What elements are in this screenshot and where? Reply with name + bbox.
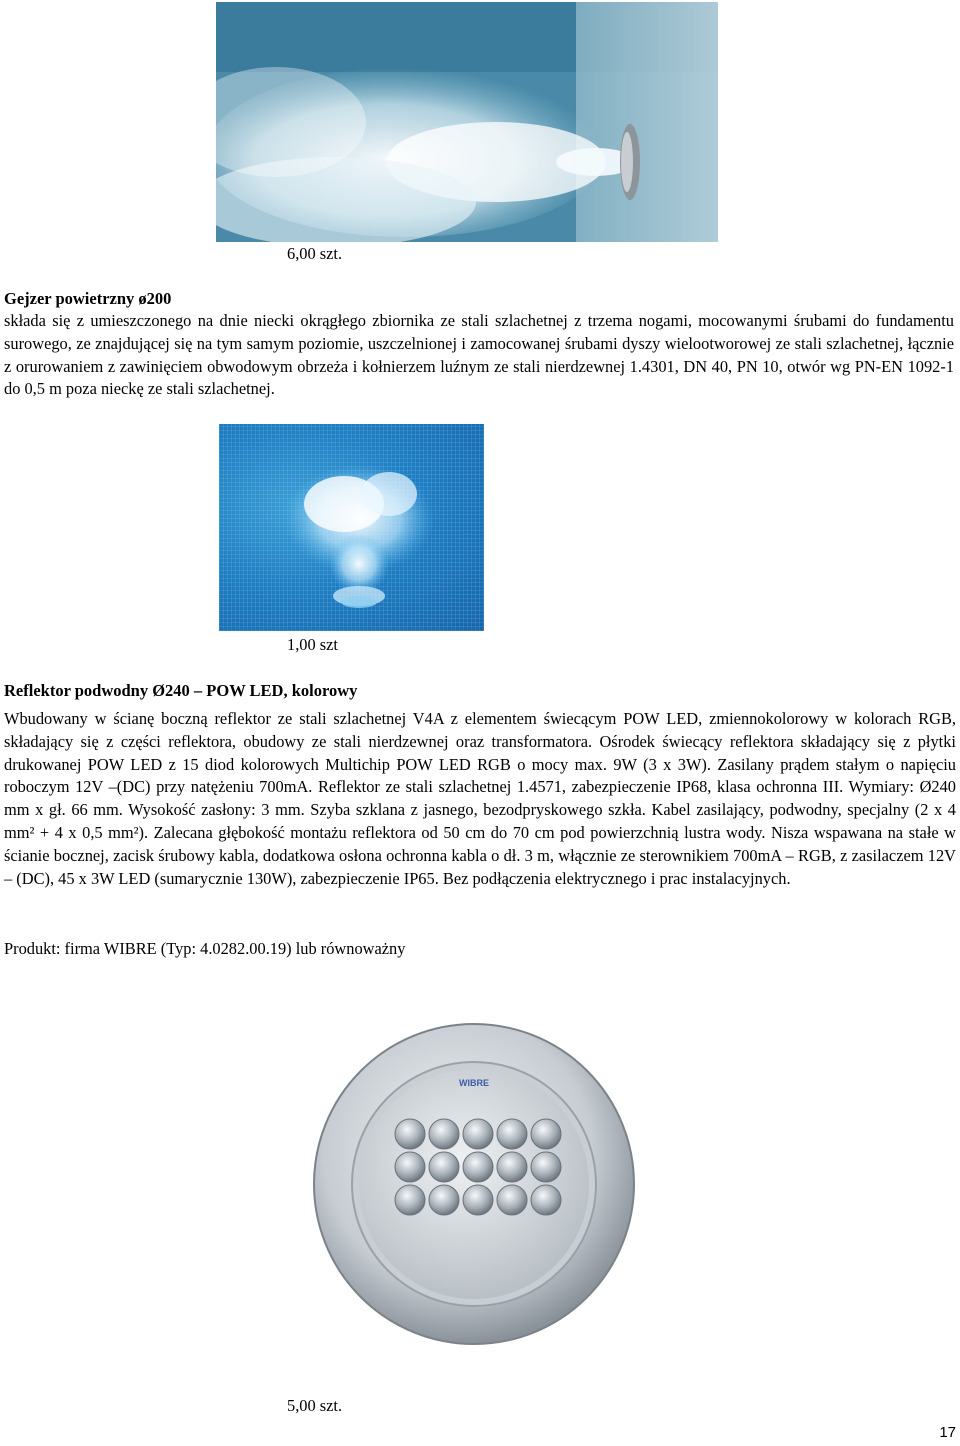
geyser-title: Gejzer powietrzny ø200: [4, 289, 172, 308]
led-lens: [395, 1185, 425, 1215]
led-lens: [395, 1119, 425, 1149]
photo-led-reflector: [312, 1022, 636, 1346]
wibre-logo: WIBRE: [459, 1078, 489, 1088]
geyser-description: składa się z umieszczonego na dnie niecki okrągłego zbiornika ze stali szlachetnej z trzema nogami, mocowanymi śrubami do fundamentu surowego, ze znajdującej się na tym samym poziomie, uszczelnionej i zamocowanej śrubami dyszy wielootworowej ze stali szlachetnej, łącznie z orurowaniem z zawinięciem obwodowym obrzeża i kołnierzem luźnym ze stali nierdzewnej 1.4301, DN 40, PN 10, otwór wg PN-EN 1092-1 do 0,5 m poza nieckę ze stali szlachetnej.: [4, 311, 954, 399]
item2-quantity: 1,00 szt: [287, 635, 338, 654]
reflector-description: Wbudowany w ścianę boczną reflektor ze stali szlachetnej V4A z elementem świecącym POW LED, zmiennokolorowy w kolorach RGB, składający się z części reflektora, obudowy ze stali nierdzewnej oraz transformatora. Ośrodek świecący reflektora składający się z płytki drukowanej POW LED z 15 diod kolorowych Multichip POW LED RGB o mocy max. 9W (3 x 3W). Zasilany prądem stałym o napięciu roboczym 12V –(DC) przy natężeniu 700mA. Reflektor ze stali szlachetnej 1.4571, zabezpieczenie IP68, klasa ochronna III. Wymiary: Ø240 mm x gł. 66 mm. Wysokość zasłony: 3 mm. Szyba szklana z jasnego, bezodpryskowego szkła. Kabel zasilający, podwodny, specjalny (2 x 4 mm² + 4 x 0,5 mm²). Zalecana głębokość montażu reflektora od 50 cm do 70 cm pod powierzchnią lustra wody. Nisza wspawana na stałe w ścianie bocznej, zacisk śrubowy kabla, dodatkowa osłona ochronna kabla o dł. 3 m, włącznie ze sterownikiem 700mA – RGB, z zasilaczem 12V – (DC), 45 x 3W LED (sumarycznie 130W), zabezpieczenie IP65. Bez podłączenia elektrycznego i prac instalacyjnych.: [4, 709, 956, 888]
led-lens: [463, 1119, 493, 1149]
side-jet-illustration: [216, 2, 718, 242]
led-lens: [429, 1119, 459, 1149]
item3-quantity: 5,00 szt.: [287, 1396, 343, 1415]
page-number: 17: [939, 1424, 956, 1441]
air-geyser-illustration: [219, 424, 484, 631]
led-lens: [429, 1185, 459, 1215]
reflector-title: Reflektor podwodny Ø240 – POW LED, kolorowy: [4, 681, 358, 700]
led-lens: [497, 1185, 527, 1215]
led-lens: [531, 1152, 561, 1182]
led-lens: [531, 1119, 561, 1149]
led-lens: [395, 1152, 425, 1182]
led-lens: [497, 1152, 527, 1182]
led-lens: [429, 1152, 459, 1182]
photo-air-geyser: [219, 424, 484, 631]
led-lens: [463, 1152, 493, 1182]
led-lens: [531, 1185, 561, 1215]
photo-side-jet: [216, 2, 718, 242]
item1-quantity: 6,00 szt.: [287, 244, 343, 263]
led-reflector-illustration: [312, 1022, 636, 1346]
led-lens: [497, 1119, 527, 1149]
reflector-product: Produkt: firma WIBRE (Typ: 4.0282.00.19) lub równoważny: [4, 939, 406, 958]
led-lens: [463, 1185, 493, 1215]
